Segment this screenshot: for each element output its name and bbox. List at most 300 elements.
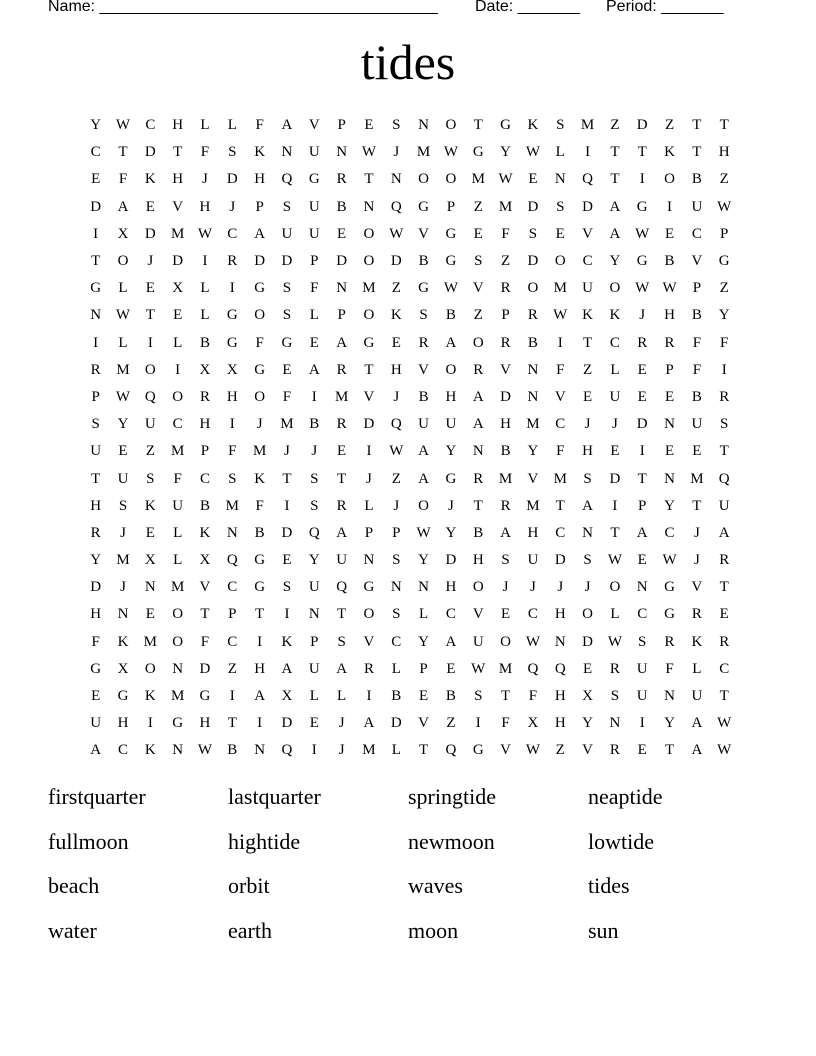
grid-letter: H — [664, 307, 675, 324]
grid-letter: G — [117, 688, 129, 705]
grid-letter: B — [199, 497, 210, 514]
grid-letter: I — [557, 334, 563, 351]
grid-letter: D — [582, 633, 593, 650]
word-bank-item: lowtide — [588, 828, 654, 854]
grid-letter: D — [582, 198, 593, 215]
grid-letter: Z — [501, 253, 511, 270]
grid-letter: F — [556, 361, 565, 378]
grid-letter: D — [281, 253, 293, 270]
grid-letter: G — [281, 334, 293, 351]
grid-letter: N — [582, 524, 593, 541]
grid-letter: B — [445, 307, 456, 324]
grid-letter: U — [718, 497, 730, 514]
grid-letter: T — [610, 144, 620, 161]
grid-letter: H — [90, 497, 102, 514]
grid-letter: J — [584, 416, 591, 433]
grid-letter: T — [337, 470, 347, 487]
grid-letter: N — [336, 280, 348, 297]
grid-letter: I — [93, 225, 99, 242]
grid-letter: P — [446, 198, 456, 215]
grid-letter: V — [691, 253, 703, 270]
grid-letter: W — [361, 144, 377, 161]
grid-letter: G — [418, 280, 430, 297]
grid-letter: Q — [582, 171, 593, 188]
grid-letter: F — [692, 361, 702, 378]
word-bank-item: lastquarter — [228, 784, 321, 809]
grid-row — [82, 438, 738, 465]
grid-letter: A — [691, 715, 703, 732]
grid-letter: V — [582, 742, 593, 759]
grid-letter: B — [691, 388, 702, 405]
grid-letter: N — [636, 579, 648, 596]
grid-letter: F — [200, 144, 210, 161]
grid-letter: G — [172, 715, 184, 732]
grid-letter: R — [719, 552, 730, 569]
grid-letter: R — [227, 253, 238, 270]
grid-letter: L — [610, 606, 620, 623]
word-bank-item: tides — [588, 873, 630, 898]
grid-letter: H — [254, 171, 266, 188]
grid-letter: G — [445, 470, 457, 487]
grid-letter: R — [664, 633, 675, 650]
grid-letter: N — [281, 144, 293, 161]
grid-letter: M — [225, 497, 239, 514]
word-bank-item: earth — [228, 917, 272, 943]
grid-letter: O — [609, 280, 621, 297]
grid-row — [82, 330, 738, 357]
grid-letter: J — [338, 715, 345, 732]
grid-letter: F — [501, 715, 510, 732]
grid-letter: B — [691, 307, 702, 324]
grid-letter: N — [609, 715, 621, 732]
grid-letter: W — [471, 660, 486, 677]
grid-letter: J — [147, 253, 154, 270]
grid-letter: N — [664, 416, 675, 433]
grid-letter: O — [418, 171, 430, 188]
grid-letter: O — [117, 253, 129, 270]
grid-letter: Y — [117, 416, 129, 433]
grid-letter: M — [498, 660, 513, 677]
grid-letter: C — [172, 416, 183, 433]
grid-letter: D — [144, 225, 156, 242]
grid-letter: U — [691, 198, 703, 215]
grid-letter: P — [638, 497, 647, 514]
grid-letter: P — [200, 443, 210, 460]
grid-letter: B — [527, 334, 538, 351]
grid-letter: C — [117, 742, 128, 759]
grid-letter: G — [472, 144, 484, 161]
grid-letter: J — [393, 144, 400, 161]
grid-letter: Y — [664, 715, 675, 732]
grid-letter: S — [474, 253, 483, 270]
grid-letter: M — [498, 198, 513, 215]
grid-letter: M — [116, 552, 130, 569]
grid-letter: I — [284, 606, 290, 623]
grid-letter: W — [525, 144, 540, 161]
word-bank-item: firstquarter — [48, 784, 146, 809]
grid-letter: X — [199, 361, 211, 378]
grid-letter: V — [691, 579, 703, 596]
grid-letter: Z — [473, 307, 483, 324]
grid-letter: G — [90, 660, 102, 677]
grid-letter: C — [227, 579, 238, 596]
grid-letter: H — [172, 171, 184, 188]
grid-letter: F — [556, 443, 565, 460]
grid-letter: U — [172, 497, 184, 514]
grid-letter: M — [526, 416, 540, 433]
grid-letter: B — [336, 198, 347, 215]
grid-letter: Z — [227, 660, 237, 677]
grid-letter: P — [310, 633, 319, 650]
grid-letter: A — [308, 361, 320, 378]
grid-letter: J — [256, 416, 263, 433]
grid-letter: E — [282, 552, 292, 569]
grid-letter: A — [418, 470, 430, 487]
grid-letter: U — [90, 443, 102, 460]
grid-letter: N — [390, 579, 402, 596]
grid-letter: J — [120, 579, 126, 596]
grid-letter: H — [500, 416, 511, 433]
grid-letter: N — [527, 361, 539, 378]
grid-letter: G — [472, 742, 484, 759]
word-bank — [48, 777, 768, 955]
page-title: tides — [360, 34, 456, 90]
grid-letter: Z — [719, 280, 729, 297]
grid-letter: A — [445, 334, 457, 351]
grid-letter: V — [500, 361, 511, 378]
grid-letter: E — [419, 688, 429, 705]
grid-letter: A — [281, 117, 293, 134]
grid-letter: N — [664, 470, 675, 487]
grid-letter: M — [471, 171, 485, 188]
grid-letter: C — [719, 660, 730, 677]
grid-letter: D — [636, 117, 648, 134]
grid-letter: U — [472, 633, 484, 650]
grid-letter: T — [255, 606, 265, 623]
grid-letter: Q — [718, 470, 730, 487]
grid-letter: W — [635, 225, 650, 242]
grid-letter: W — [416, 524, 431, 541]
grid-letter: E — [309, 715, 319, 732]
grid-letter: W — [635, 280, 650, 297]
grid-letter: M — [362, 742, 376, 759]
grid-letter: O — [363, 225, 375, 242]
grid-row — [82, 574, 738, 601]
grid-letter: B — [418, 253, 429, 270]
word-bank-item: hightide — [228, 828, 301, 854]
grid-letter: P — [337, 117, 346, 134]
grid-letter: P — [255, 198, 264, 215]
grid-letter: D — [390, 253, 402, 270]
grid-letter: H — [582, 443, 593, 460]
grid-letter: N — [117, 606, 129, 623]
grid-letter: N — [418, 117, 430, 134]
grid-letter: I — [257, 633, 263, 650]
grid-letter: R — [336, 416, 347, 433]
grid-letter: U — [308, 660, 320, 677]
grid-letter: G — [226, 334, 238, 351]
grid-letter: W — [197, 742, 213, 759]
grid-letter: E — [637, 361, 647, 378]
grid-letter: M — [170, 688, 185, 705]
grid-letter: V — [172, 198, 184, 215]
grid-row — [82, 465, 738, 492]
grid-letter: D — [445, 552, 457, 569]
word-bank-item: fullmoon — [48, 828, 129, 854]
grid-letter: L — [173, 334, 183, 351]
grid-letter: W — [553, 307, 568, 324]
grid-letter: E — [692, 443, 702, 460]
grid-letter: B — [391, 688, 402, 705]
word-row — [48, 911, 768, 956]
grid-letter: A — [418, 443, 430, 460]
grid-letter: H — [445, 388, 457, 405]
grid-letter: Y — [445, 524, 457, 541]
grid-letter: L — [227, 117, 237, 134]
grid-letter: I — [202, 253, 208, 270]
grid-letter: L — [118, 334, 128, 351]
grid-letter: V — [199, 579, 211, 596]
grid-letter: U — [445, 416, 457, 433]
grid-letter: T — [200, 606, 210, 623]
grid-letter: H — [554, 688, 566, 705]
grid-letter: G — [363, 334, 375, 351]
grid-letter: I — [475, 715, 481, 732]
grid-letter: N — [418, 579, 430, 596]
grid-letter: J — [284, 443, 290, 460]
grid-letter: B — [254, 524, 265, 541]
grid-letter: N — [308, 606, 320, 623]
grid-letter: W — [662, 552, 677, 569]
grid-letter: N — [363, 552, 375, 569]
grid-letter: I — [147, 334, 153, 351]
grid-letter: U — [144, 416, 156, 433]
grid-letter: K — [664, 144, 675, 161]
grid-letter: D — [527, 198, 539, 215]
grid-letter: W — [607, 633, 622, 650]
grid-letter: N — [363, 198, 375, 215]
grid-letter: P — [364, 524, 374, 541]
grid-letter: N — [336, 144, 348, 161]
grid-letter: B — [691, 171, 702, 188]
grid-letter: R — [527, 307, 538, 324]
grid-letter: Y — [500, 144, 511, 161]
grid-row — [82, 601, 738, 628]
grid-letter: O — [254, 388, 266, 405]
grid-letter: R — [336, 171, 347, 188]
grid-letter: U — [308, 225, 320, 242]
grid-letter: W — [443, 144, 459, 161]
grid-letter: I — [585, 144, 591, 161]
grid-letter: M — [170, 225, 185, 242]
grid-letter: A — [636, 524, 648, 541]
grid-letter: M — [170, 443, 185, 460]
grid-row — [82, 112, 738, 139]
grid-letter: V — [418, 715, 430, 732]
grid-letter: S — [310, 497, 319, 514]
grid-letter: U — [308, 198, 320, 215]
grid-letter: F — [255, 334, 264, 351]
grid-letter: R — [336, 497, 347, 514]
grid-letter: T — [610, 171, 620, 188]
grid-letter: Q — [554, 660, 566, 677]
grid-letter: T — [555, 497, 565, 514]
grid-letter: W — [717, 198, 732, 215]
grid-letter: I — [366, 688, 372, 705]
grid-row — [82, 221, 738, 248]
grid-letter: C — [637, 606, 648, 623]
word-bank-item: water — [48, 917, 97, 943]
grid-letter: D — [636, 416, 648, 433]
grid-letter: B — [227, 742, 238, 759]
grid-letter: U — [308, 579, 320, 596]
grid-letter: U — [418, 416, 430, 433]
grid-letter: R — [664, 334, 675, 351]
grid-letter: J — [502, 579, 509, 596]
grid-letter: O — [472, 334, 484, 351]
grid-letter: V — [308, 117, 320, 134]
grid-letter: O — [664, 171, 675, 188]
grid-letter: Q — [390, 416, 402, 433]
grid-letter: J — [338, 742, 345, 759]
grid-row — [82, 275, 738, 302]
grid-letter: V — [472, 280, 484, 297]
grid-letter: O — [554, 253, 566, 270]
grid-letter: L — [391, 742, 401, 759]
grid-letter: L — [118, 280, 128, 297]
letter-grid — [82, 112, 738, 765]
grid-letter: V — [582, 225, 593, 242]
grid-letter: O — [363, 606, 375, 623]
grid-letter: K — [144, 742, 156, 759]
grid-letter: A — [336, 334, 348, 351]
grid-letter: F — [665, 660, 674, 677]
grid-letter: A — [472, 416, 484, 433]
grid-letter: F — [720, 334, 729, 351]
grid-letter: W — [115, 388, 131, 405]
grid-letter: S — [501, 552, 510, 569]
grid-letter: I — [284, 497, 290, 514]
grid-letter: J — [366, 470, 372, 487]
grid-letter: S — [556, 198, 565, 215]
grid-letter: G — [664, 579, 675, 596]
grid-letter: E — [637, 388, 647, 405]
word-bank-item: sun — [588, 917, 619, 943]
grid-letter: H — [718, 144, 730, 161]
grid-letter: E — [719, 606, 729, 623]
grid-letter: D — [500, 388, 511, 405]
grid-letter: R — [418, 334, 429, 351]
grid-letter: Q — [336, 579, 348, 596]
grid-letter: T — [91, 253, 101, 270]
grid-letter: D — [281, 715, 293, 732]
grid-letter: H — [172, 117, 184, 134]
grid-letter: H — [226, 388, 238, 405]
grid-letter: T — [337, 606, 347, 623]
grid-letter: B — [500, 443, 511, 460]
grid-letter: T — [91, 470, 101, 487]
grid-letter: T — [719, 443, 729, 460]
grid-letter: Z — [473, 198, 483, 215]
grid-letter: U — [691, 688, 703, 705]
grid-letter: Q — [226, 552, 238, 569]
word-row — [48, 866, 768, 911]
grid-letter: R — [90, 524, 101, 541]
grid-row — [82, 302, 738, 329]
word-bank-item: beach — [48, 873, 100, 898]
grid-letter: W — [717, 742, 732, 759]
grid-letter: C — [582, 253, 593, 270]
grid-row — [82, 384, 738, 411]
grid-letter: E — [91, 171, 101, 188]
grid-letter: M — [553, 280, 567, 297]
grid-letter: Y — [90, 552, 102, 569]
grid-letter: G — [500, 117, 511, 134]
grid-letter: E — [664, 225, 675, 242]
period-field-label: Period: _______ — [606, 0, 724, 15]
grid-letter: F — [255, 117, 264, 134]
grid-letter: M — [526, 497, 540, 514]
grid-letter: X — [199, 552, 211, 569]
grid-letter: D — [144, 144, 156, 161]
grid-letter: T — [610, 524, 620, 541]
grid-letter: A — [281, 660, 293, 677]
grid-letter: E — [145, 280, 155, 297]
grid-letter: X — [582, 688, 593, 705]
grid-letter: X — [527, 715, 539, 732]
grid-letter: R — [609, 742, 620, 759]
grid-letter: A — [254, 225, 266, 242]
grid-letter: S — [392, 117, 401, 134]
grid-letter: K — [199, 524, 211, 541]
grid-letter: V — [363, 633, 375, 650]
grid-letter: S — [282, 579, 292, 596]
grid-letter: B — [199, 334, 210, 351]
grid-letter: E — [528, 171, 538, 188]
grid-letter: M — [580, 117, 595, 134]
grid-letter: W — [197, 225, 213, 242]
grid-letter: T — [118, 144, 128, 161]
grid-letter: E — [582, 660, 593, 677]
grid-letter: Z — [391, 280, 401, 297]
word-bank-item: orbit — [228, 873, 270, 898]
grid-letter: M — [498, 470, 513, 487]
grid-letter: T — [692, 117, 702, 134]
grid-letter: M — [334, 388, 349, 405]
grid-letter: H — [90, 606, 102, 623]
name-field-label: Name: ______________________________________ — [48, 0, 438, 15]
grid-letter: J — [693, 524, 700, 541]
grid-letter: E — [446, 660, 456, 677]
grid-letter: Y — [527, 443, 539, 460]
grid-letter: L — [309, 688, 319, 705]
grid-letter: G — [418, 198, 430, 215]
grid-letter: W — [717, 715, 732, 732]
grid-letter: O — [418, 497, 430, 514]
grid-letter: A — [609, 225, 621, 242]
grid-letter: S — [610, 688, 620, 705]
grid-letter: Z — [610, 117, 620, 134]
grid-letter: T — [582, 334, 593, 351]
grid-letter: W — [525, 633, 540, 650]
grid-letter: S — [282, 307, 292, 324]
grid-letter: Q — [144, 388, 156, 405]
grid-letter: H — [554, 715, 566, 732]
grid-letter: C — [90, 144, 101, 161]
grid-letter: O — [172, 388, 184, 405]
grid-letter: L — [200, 307, 210, 324]
grid-letter: Y — [582, 715, 593, 732]
